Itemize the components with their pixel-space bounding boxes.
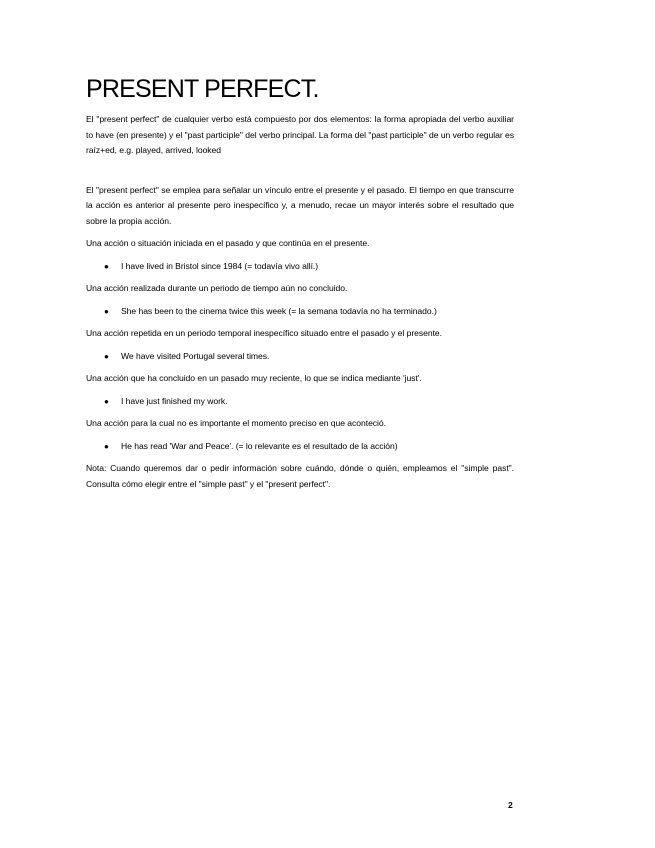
example-text: I have lived in Bristol since 1984 (= todavía vivo allí.) (121, 260, 319, 271)
example-item (104, 349, 514, 365)
usage-paragraph: El "present perfect" se emplea para señalar un vínculo entre el presente y el pasado. El tiempo en que transcurre la acción es anterior al presente pero inespecífico y, a menudo, recae un mayor interés sobre el resultado que sobre la propia acción. (86, 184, 514, 226)
use-description: Una acción repetida en un periodo temporal inespecífico situado entre el pasado y el presente. (86, 328, 442, 338)
example-list (86, 349, 514, 365)
use-description: Una acción que ha concluido en un pasado muy reciente, lo que se indica mediante 'just'. (86, 373, 422, 383)
example-list (86, 394, 514, 410)
example-list (86, 304, 514, 320)
bullet-icon: ● (104, 306, 109, 316)
bullet-icon: ● (104, 351, 109, 361)
example-item (104, 394, 514, 410)
page-number: 2 (508, 800, 513, 810)
example-item (104, 259, 514, 275)
example-list (86, 439, 514, 455)
use-description: Una acción para la cual no es importante el momento preciso en que aconteció. (86, 418, 386, 428)
example-item (104, 304, 514, 320)
example-item (104, 439, 514, 455)
intro-paragraph: El "present perfect" de cualquier verbo está compuesto por dos elementos: la forma apropiada del verbo auxiliar to have (en presente) y el "past participle" del verbo principal. La forma del "past participle" de un verbo regular es raíz+ed, e.g. played, arrived, looked (86, 114, 514, 155)
document-page (86, 72, 514, 492)
use-description: Una acción realizada durante un periodo de tiempo aún no concluido. (86, 283, 348, 293)
example-text: We have visited Portugal several times. (121, 350, 270, 361)
example-text: She has been to the cinema twice this week (= la semana todavía no ha terminado.) (121, 305, 437, 316)
bullet-icon: ● (104, 441, 109, 451)
example-text: He has read 'War and Peace'. (= lo relevante es el resultado de la acción) (121, 440, 398, 451)
example-list (86, 259, 514, 275)
bullet-icon: ● (104, 261, 109, 271)
note-paragraph: Nota: Cuando queremos dar o pedir información sobre cuándo, dónde o quién, empleamos el "simple past". Consulta cómo elegir entre el "simple past" y el "present perfect". (86, 463, 514, 489)
use-description: Una acción o situación iniciada en el pasado y que continúa en el presente. (86, 238, 370, 248)
example-text: I have just finished my work. (121, 395, 228, 406)
bullet-icon: ● (104, 396, 109, 406)
page-title: PRESENT PERFECT. (86, 75, 319, 103)
